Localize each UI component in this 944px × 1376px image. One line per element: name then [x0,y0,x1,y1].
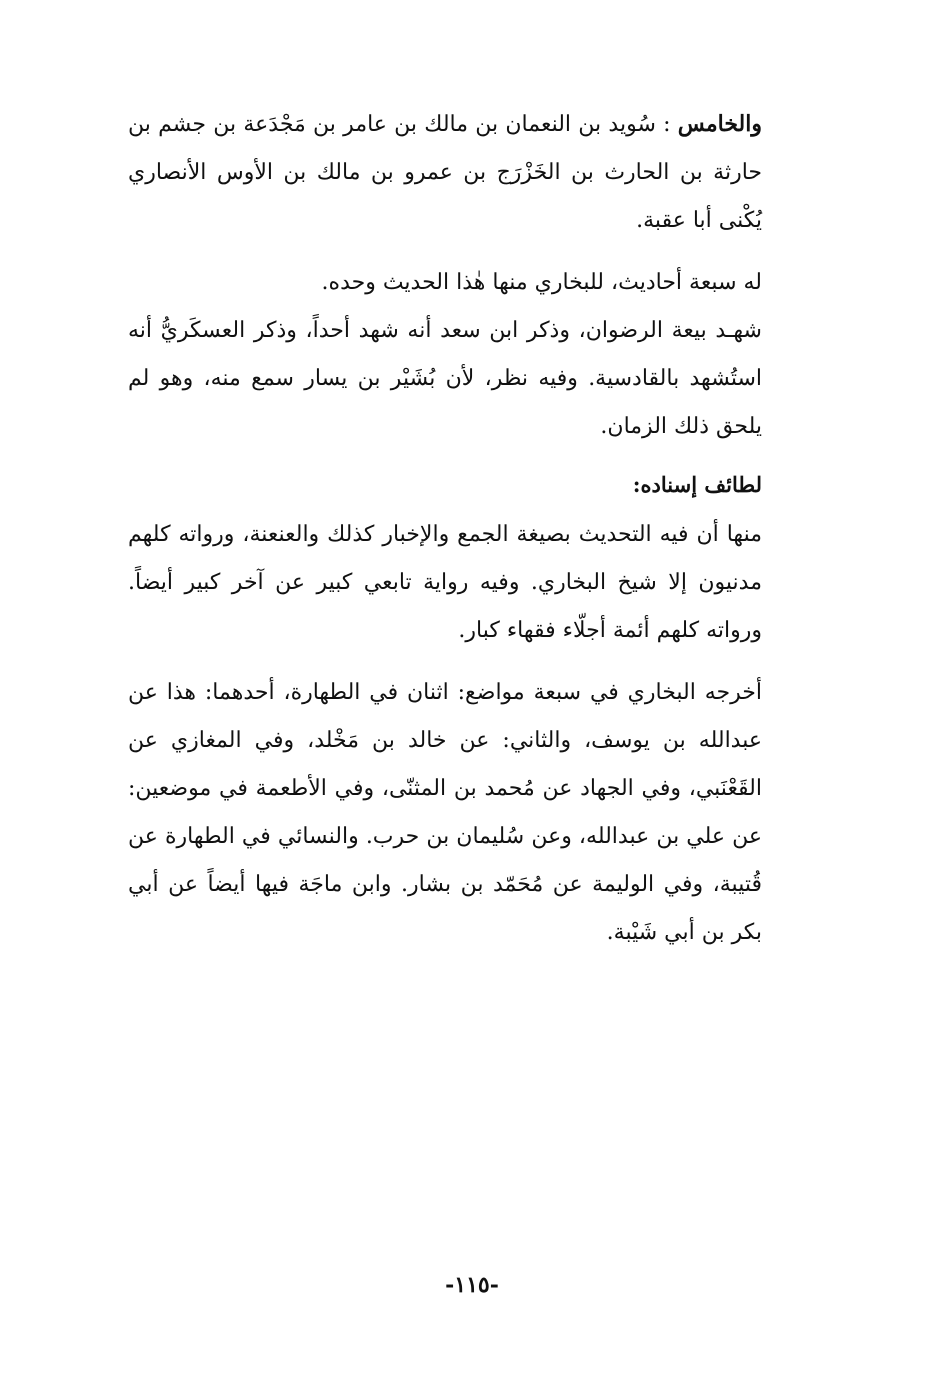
paragraph-sources: أخرجه البخاري في سبعة مواضع: اثنان في الطهارة، أحدهما: هذا عن عبدالله بن يوسف، والثاني: عن خالد بن مَخْلد، وفي المغازي عن القَعْنَبي، وفي الجهاد عن مُحمد بن المثنّى، وفي الأطعمة في موضعين: عن علي بن عبدالله، وعن سُليمان بن حرب. والنسائي في الطهارة عن قُتيبة، وفي الوليمة عن مُحَمّد بن بشار. وابن ماجَة فيها أيضاً عن أبي بكر بن أبي شَيْبة. [128,680,763,945]
paragraph-biography: شهـد بيعة الرضوان، وذكر ابن سعد أنه شهد أحداً، وذكر العسكَريُّ أنه استُشهد بالقادسية. وفيه نظر، لأن بُشَيْر بن يسار سمع منه، وهو لم يلحق ذلك الزمان. [128,318,762,439]
paragraph-lead-word: والخامس [677,111,762,137]
paragraph-fifth-companion [128,100,762,245]
paragraph-hadith-count: له سبعة أحاديث، للبخاري منها هٰذا الحديث وحده. [321,270,762,295]
page-content [128,100,762,957]
paragraph-text: : سُويد بن النعمان بن مالك بن عامر بن مَجْدَعة بن جشم بن حارثة بن الحارث بن الخَزْرَج بن عمرو بن مالك بن الأوس الأنصاري يُكْنى أبا عقبة. [128,112,762,233]
page-number: -١١٥- [445,1272,499,1298]
paragraph-chain: منها أن فيه التحديث بصيغة الجمع والإخبار كذلك والعنعنة، ورواته كلهم مدنيون إلا شيخ البخاري. وفيه رواية تابعي كبير عن آخر كبير أيضاً. ورواته كلهم أئمة أجلّاء فقهاء كبار. [128,522,762,643]
section-heading-chain: لطائف إسناده: [632,472,762,497]
